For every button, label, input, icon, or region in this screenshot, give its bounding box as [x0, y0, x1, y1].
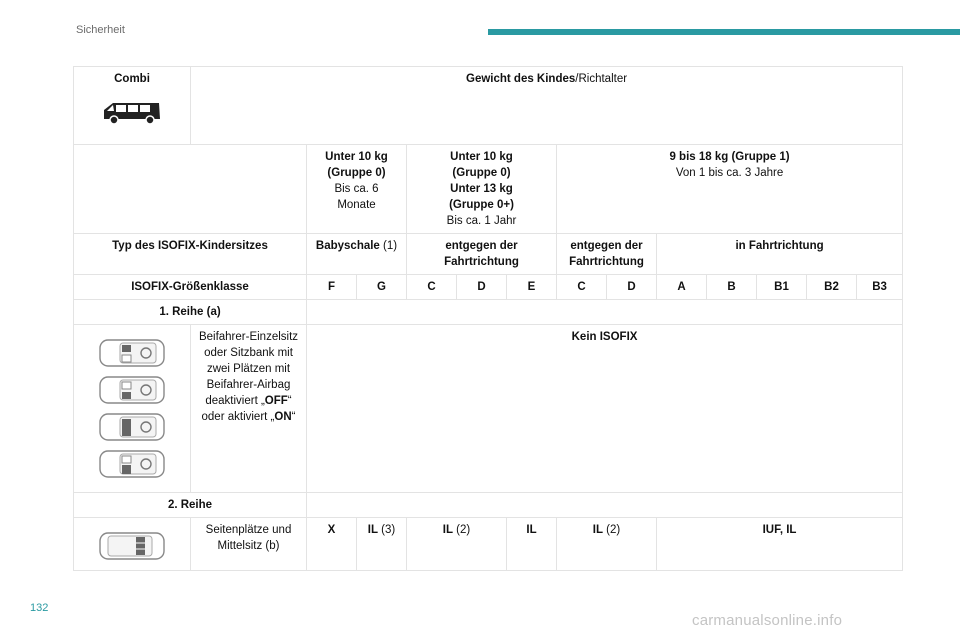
- group-line: Unter 10 kg: [450, 151, 513, 163]
- row2-label: 2. Reihe: [74, 493, 307, 518]
- row2-value: IL: [507, 518, 557, 571]
- babyschale-label: Babyschale: [315, 240, 380, 252]
- group-line: Monate: [337, 199, 376, 211]
- row1-label: 1. Reihe (a): [74, 300, 307, 325]
- group-line: Bis ca. 6: [334, 183, 379, 195]
- seat-line: Mittelsitz (b): [217, 540, 280, 552]
- row1-diagram-cell: [74, 325, 191, 493]
- value-bold: IL: [442, 524, 453, 536]
- babyschale-cell: [307, 234, 407, 275]
- row2-value: X: [307, 518, 357, 571]
- table-row: [74, 67, 903, 145]
- row2-seat-description: [191, 518, 307, 571]
- header-accent-bar: [488, 29, 960, 35]
- row2-value: [407, 518, 507, 571]
- empty-cell: [307, 300, 903, 325]
- vehicle-label: Combi: [114, 73, 150, 85]
- type-line: entgegen der: [570, 240, 643, 252]
- vehicle-cell: [74, 67, 191, 145]
- car-top-view-icon: [98, 447, 166, 481]
- seat-text: “: [291, 411, 296, 423]
- group-line: (Gruppe 0+): [449, 199, 514, 211]
- size-class-cell: B3: [857, 275, 903, 300]
- empty-cell: [74, 145, 307, 234]
- group-line: (Gruppe 0): [452, 167, 511, 179]
- size-class-cell: C: [407, 275, 457, 300]
- table-row: [74, 234, 903, 275]
- table-row: [74, 145, 903, 234]
- size-class-cell: B2: [807, 275, 857, 300]
- row2-value: [357, 518, 407, 571]
- table-row: [74, 325, 903, 493]
- group0-b-cell: [407, 145, 557, 234]
- size-class-cell: B1: [757, 275, 807, 300]
- car-top-view-icon: [98, 410, 166, 444]
- type-row-label: Typ des ISOFIX-Kindersitzes: [74, 234, 307, 275]
- watermark: carmanualsonline.info: [692, 612, 843, 629]
- size-class-cell: A: [657, 275, 707, 300]
- group-line: Von 1 bis ca. 3 Jahre: [675, 167, 784, 179]
- group1-cell: [557, 145, 903, 234]
- seat-line: zwei Plätzen mit: [206, 363, 291, 375]
- group-line: Unter 10 kg: [325, 151, 388, 163]
- value-bold: IL: [367, 524, 378, 536]
- car-top-view-icon: [98, 336, 166, 370]
- weight-header-cell: [191, 67, 903, 145]
- seat-line: [194, 409, 303, 425]
- type-line: Fahrtrichtung: [569, 256, 644, 268]
- empty-cell: [307, 493, 903, 518]
- babyschale-note: (1): [379, 240, 398, 252]
- type-line: entgegen der: [445, 240, 518, 252]
- row1-value: Kein ISOFIX: [307, 325, 903, 493]
- table-row: [74, 300, 903, 325]
- type-line: Fahrtrichtung: [444, 256, 519, 268]
- seat-text: deaktiviert „: [205, 395, 265, 407]
- value-bold: IL: [592, 524, 603, 536]
- size-class-label: ISOFIX-Größenklasse: [74, 275, 307, 300]
- group-line: (Gruppe 0): [327, 167, 386, 179]
- airbag-on-label: ON: [274, 411, 292, 423]
- value-note: (2): [452, 524, 471, 536]
- value-note: (3): [377, 524, 396, 536]
- seat-line: Seitenplätze und: [205, 524, 292, 536]
- table-row: [74, 493, 903, 518]
- group-line: Bis ca. 1 Jahr: [446, 215, 517, 227]
- car-top-view-icon: [98, 529, 166, 563]
- group-line: 9 bis 18 kg (Gruppe 1): [669, 151, 790, 163]
- size-class-cell: D: [607, 275, 657, 300]
- running-header-section: Sicherheit: [76, 24, 125, 36]
- group0-a-cell: [307, 145, 407, 234]
- van-side-icon: [101, 99, 163, 127]
- seat-text: oder aktiviert „: [201, 411, 275, 423]
- size-class-cell: E: [507, 275, 557, 300]
- size-class-cell: G: [357, 275, 407, 300]
- table-row: [74, 518, 903, 571]
- seat-text: “: [287, 395, 292, 407]
- size-class-cell: C: [557, 275, 607, 300]
- table-row: [74, 275, 903, 300]
- row2-value: IUF, IL: [657, 518, 903, 571]
- seat-line: oder Sitzbank mit: [204, 347, 293, 359]
- forward-facing-cell: in Fahrtrichtung: [657, 234, 903, 275]
- rear-facing-cell: [407, 234, 557, 275]
- seat-line: Beifahrer-Airbag: [206, 379, 291, 391]
- row2-value: [557, 518, 657, 571]
- car-top-view-icon: [98, 373, 166, 407]
- weight-header-bold: Gewicht des Kindes: [466, 73, 576, 85]
- value-note: (2): [602, 524, 621, 536]
- size-class-cell: B: [707, 275, 757, 300]
- isofix-table: [73, 66, 903, 571]
- seat-line: [194, 393, 303, 409]
- group-line: Unter 13 kg: [450, 183, 513, 195]
- weight-header-rest: /Richtalter: [575, 73, 628, 85]
- airbag-off-label: OFF: [264, 395, 288, 407]
- seat-line: Beifahrer-Einzelsitz: [198, 331, 299, 343]
- rear-facing-cell: [557, 234, 657, 275]
- page-number: 132: [30, 602, 49, 614]
- row1-seat-description: [191, 325, 307, 493]
- size-class-cell: F: [307, 275, 357, 300]
- size-class-cell: D: [457, 275, 507, 300]
- row2-diagram-cell: [74, 518, 191, 571]
